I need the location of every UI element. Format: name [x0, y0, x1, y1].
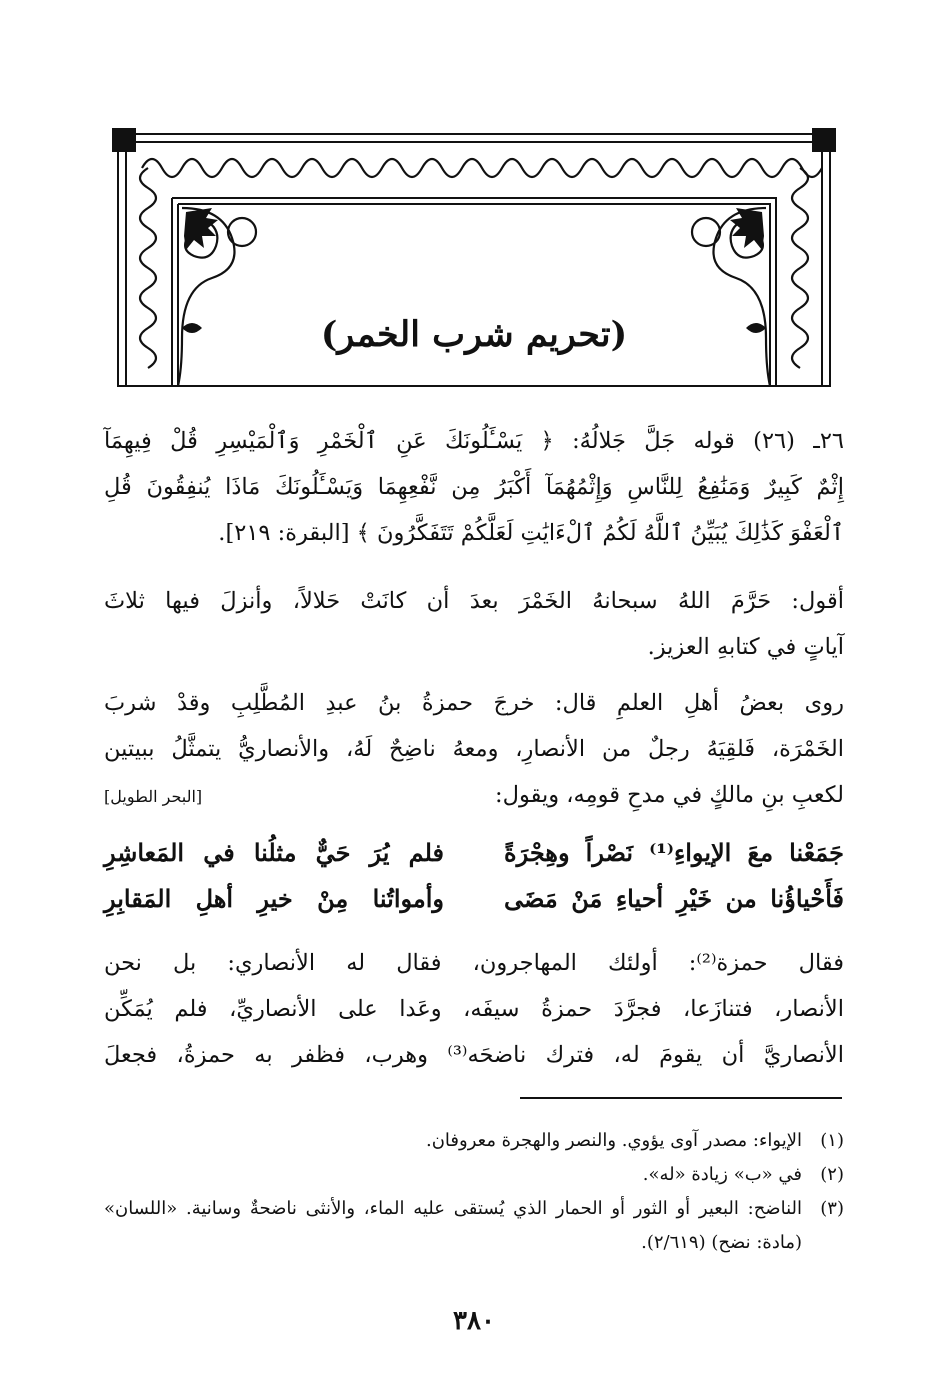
text-line: أقول: حَرَّمَ اللهُ سبحانهُ الخَمْرَ بعدَ أن كانَتْ حَلالاً، وأنزلَ فيها ثلاثَ: [104, 588, 844, 614]
page-number: ٣٨٠: [453, 1306, 495, 1336]
footnote-text: في «ب» زيادة «له».: [642, 1164, 802, 1185]
poem-second-hemistich: فلم يُرَ حَيٌّ مثلُنا في المَعاشِرِ: [104, 838, 444, 867]
footnote: [104, 1124, 844, 1158]
text-line: آياتٍ في كتابهِ العزيز.: [647, 634, 844, 660]
paragraph-1: [104, 578, 844, 670]
text-line: فقال حمزة⁽²⁾: أولئك المهاجرون، فقال له الأنصاري: بل نحن: [104, 950, 844, 976]
footnote-number: (١): [820, 1130, 844, 1151]
text-line: ٱلْعَفْوَ كَذَٰلِكَ يُبَيِّنُ ٱللَّهُ لَكُمُ ٱلْءَايَٰتِ لَعَلَّكُمْ تَتَفَكَّرُونَ ﴾ [البقرة: ٢١٩].: [218, 520, 844, 546]
paragraph-3: [104, 940, 844, 1078]
text-line: إِثْمٌ كَبِيرٌ وَمَنَٰفِعُ لِلنَّاسِ وَإِثْمُهُمَآ أَكْبَرُ مِن نَّفْعِهِمَا وَيَسْـَٔلُونَكَ مَاذَا يُنفِقُونَ قُلِ: [104, 474, 844, 500]
text-line: روى بعضُ أهلِ العلمِ قال: خرجَ حمزةُ بنُ عبدِ المُطَّلِبِ وقدْ شربَ: [104, 690, 844, 716]
chapter-title: (تحريم شرب الخمر): [320, 314, 628, 355]
paragraph-2: [104, 680, 844, 818]
footnote-number: (٢): [820, 1164, 844, 1185]
text-line: الخَمْرَة، فَلقِيَهُ رجلٌ من الأنصارِ، ومعهُ ناضِحٌ لَهُ، والأنصاريُّ يتمثَّلُ ببيتين: [104, 736, 844, 762]
intro-verse: [104, 418, 844, 556]
footnote-number: (٣): [820, 1198, 844, 1219]
text-line: الأنصار، فتنازَعا، فجرَّدَ حمزةُ سيفَه، وعَدا على الأنصاريِّ، فلم يُمَكِّن: [104, 996, 844, 1022]
text-line: لكعبِ بنِ مالكٍ في مدحِ قومِه، ويقول:: [495, 782, 844, 808]
footnote-divider: [520, 1097, 842, 1099]
poetic-meter-label: [البحر الطويل]: [104, 787, 203, 806]
text-line-with-meter: [104, 772, 844, 818]
text-line: الأنصاريَّ أن يقومَ له، فترك ناضحَه⁽³⁾ وهرب، فظفر به حمزةُ، فجعلَ: [104, 1042, 844, 1068]
footnotes: [104, 1124, 844, 1260]
poem-first-hemistich: جَمَعْنا معَ الإيواءِ⁽¹⁾ نَصْراً وهِجْرَةً: [504, 838, 844, 867]
text-line: ٢٦ـ (٢٦) قوله جَلَّ جَلالُهُ: ﴿ يَسْـَٔلُونَكَ عَنِ ٱلْخَمْرِ وَٱلْمَيْسِرِ قُلْ فِيهِمَآ: [104, 428, 844, 454]
footnote: [104, 1192, 844, 1260]
poem-verse: [104, 876, 844, 922]
footnote-text: الناضح: البعير أو الثور أو الحمار الذي يُستقى عليه الماء، والأنثى ناضحةٌ وسانية. «اللسان» (مادة: نضح) (٢/٦١٩).: [104, 1198, 802, 1253]
poem-verse: [104, 830, 844, 876]
poem-second-hemistich: وأمواتُنا مِنْ خيرِ أهلِ المَقابِرِ: [104, 884, 444, 913]
poem: [104, 830, 844, 922]
poem-first-hemistich: فَأَحْياؤُنا من خَيْرِ أحياءِ مَنْ مَضَى: [504, 884, 844, 913]
footnote-text: الإيواء: مصدر آوى يؤوي. والنصر والهجرة معروفان.: [425, 1130, 802, 1151]
footnote: [104, 1158, 844, 1192]
